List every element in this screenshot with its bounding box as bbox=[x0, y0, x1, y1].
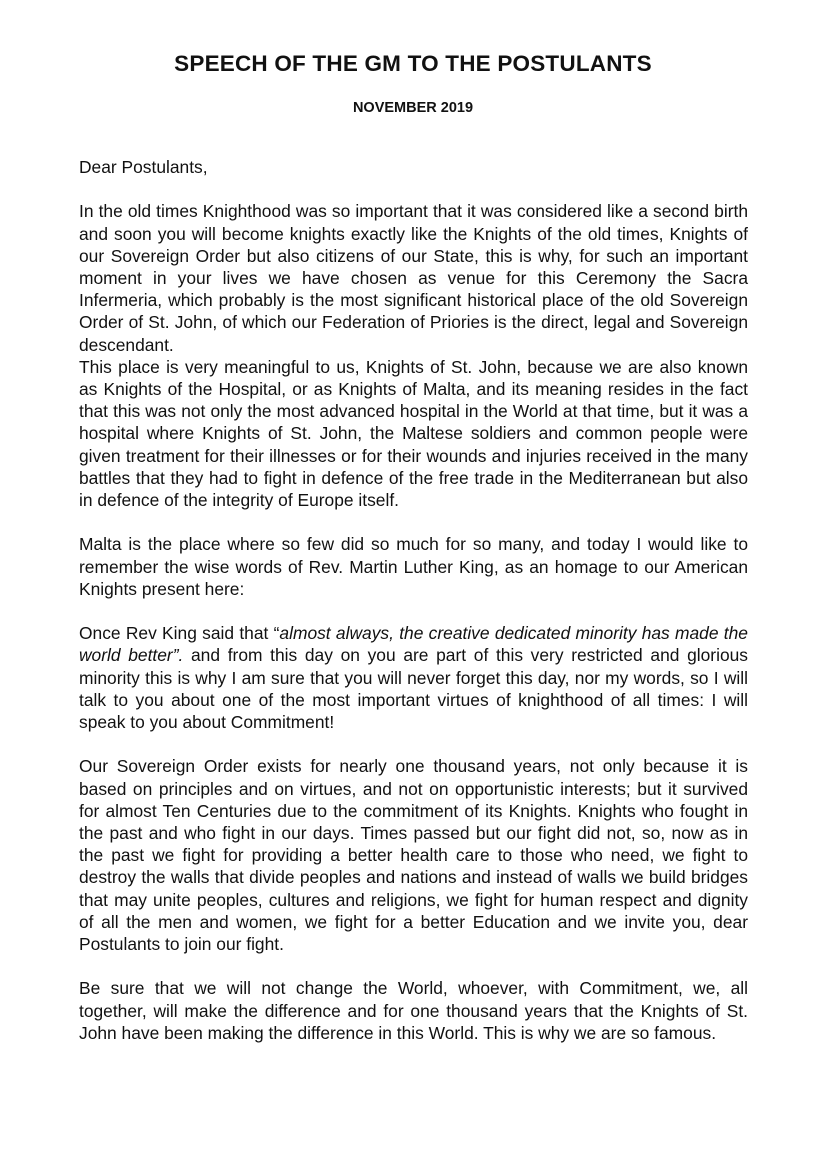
paragraph-commitment: Our Sovereign Order exists for nearly one thousand years, not only because it is based on principles and on virtues, and not on opportunistic interests; but it survived for almost Ten Centuries due to the commitment of its Knights. Knights who fought in the past and who fight in our days. Times passed but our fight did not, so, now as in the past we fight for providing a better health care to those who need, we fight to destroy the walls that divide peoples and nations and instead of walls we build bridges that may unite peoples, cultures and religions, we fight for human respect and dignity of all the men and women, we fight for a better Education and we invite you, dear Postulants to join our fight. bbox=[79, 756, 748, 955]
speech-date: NOVEMBER 2019 bbox=[352, 100, 474, 116]
speech-title: SPEECH OF THE GM TO THE POSTULANTS bbox=[174, 51, 652, 76]
speech-body bbox=[79, 156, 748, 1044]
paragraph-closing: Be sure that we will not change the World, whoever, with Commitment, we, all together, will make the difference and for one thousand years that the Knights of St. John have been making the difference in this World. This is why we are so famous. bbox=[79, 978, 748, 1043]
paragraph-mlk-quote bbox=[79, 622, 748, 733]
paragraph-knighthood: In the old times Knighthood was so important that it was considered like a second birth and soon you will become knights exactly like the Knights of the old times, Knights of our Sovereign Order but also citizens of our State, this is why, for such an important moment in your lives we have chosen as venue for this Ceremony the Sacra Infermeria, which probably is the most significant historical place of the old Sovereign Order of St. John, of which our Federation of Priories is the direct, legal and Sovereign descendant. bbox=[79, 201, 748, 355]
salutation: Dear Postulants, bbox=[79, 157, 208, 177]
mlk-quote: almost always, the creative dedicated minority has made the world better”. bbox=[79, 623, 748, 666]
paragraph-malta: Malta is the place where so few did so much for so many, and today I would like to remember the wise words of Rev. Martin Luther King, as an homage to our American Knights present here: bbox=[79, 534, 748, 599]
paragraph-sacra-infermeria: This place is very meaningful to us, Knights of St. John, because we are also known as Knights of the Hospital, or as Knights of Malta, and its meaning resides in the fact that this was not only the most advanced hospital in the World at that time, but it was a hospital where Knights of St. John, the Maltese soldiers and common people were given treatment for their illnesses or for their wounds and injuries received in the many battles that they had to fight in defence of the free trade in the Mediterranean but also in defence of the integrity of Europe itself. bbox=[79, 356, 748, 511]
quote-followup: and from this day on you are part of this very restricted and glorious minority this is why I am sure that you will never forget this day, nor my words, so I will talk to you about one of the most important virtues of knighthood of all times: I will speak to you about Commitment! bbox=[79, 645, 748, 733]
quote-intro: Once Rev King said that “ bbox=[79, 623, 280, 644]
